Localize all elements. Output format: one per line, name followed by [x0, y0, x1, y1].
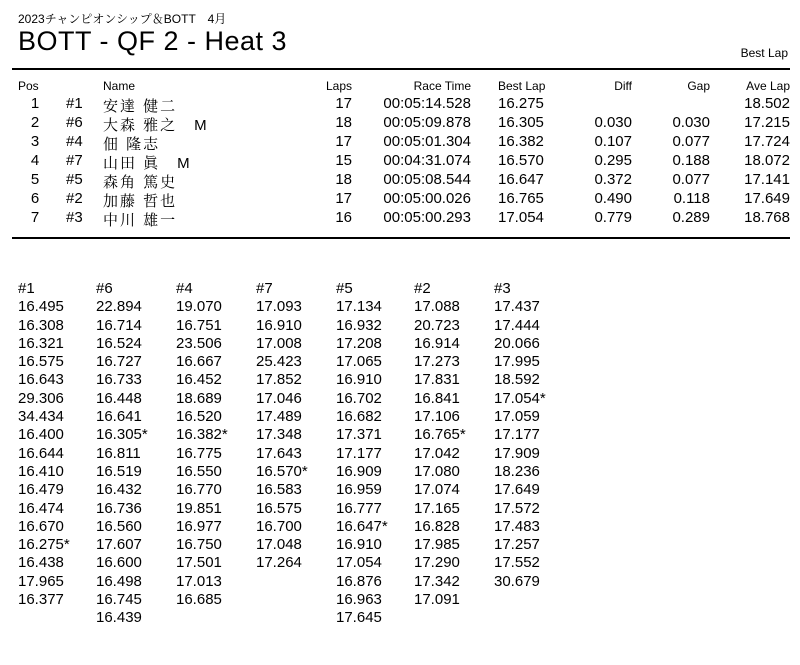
result-diff: 0.779 [594, 209, 632, 226]
lap-time: 18.236 [494, 462, 540, 480]
lap-time: 16.519 [96, 462, 142, 480]
result-gap: 0.030 [672, 114, 710, 131]
table-bottom-rule [12, 237, 790, 239]
lap-time: 17.208 [336, 334, 382, 352]
lap-time: 17.552 [494, 554, 540, 572]
lap-time: 16.382* [176, 426, 228, 444]
lap-time: 16.498 [96, 572, 142, 590]
lap-time: 16.644 [18, 444, 64, 462]
lap-column [18, 280, 70, 609]
lap-time: 16.438 [18, 554, 64, 572]
lap-time: 16.770 [176, 481, 222, 499]
lap-time: 17.046 [256, 389, 302, 407]
result-best-lap: 16.275 [498, 95, 544, 112]
result-row [0, 190, 800, 209]
lap-column [176, 280, 228, 609]
lap-time: 16.524 [96, 334, 142, 352]
result-car-number: #6 [66, 114, 83, 131]
lap-time: 16.479 [18, 481, 64, 499]
lap-time: 16.308 [18, 316, 64, 334]
lap-time: 16.600 [96, 554, 142, 572]
lap-time: 16.575 [18, 353, 64, 371]
result-laps: 15 [335, 152, 352, 169]
lap-time: 17.080 [414, 462, 460, 480]
lap-column [256, 280, 308, 573]
lap-time: 34.434 [18, 408, 64, 426]
result-car-number: #3 [66, 209, 83, 226]
lap-time: 17.177 [494, 426, 540, 444]
result-race-time: 00:05:08.544 [383, 171, 471, 188]
lap-time: 16.474 [18, 499, 64, 517]
lap-time: 16.828 [414, 517, 460, 535]
result-driver-name: 安達 健二 [103, 98, 178, 115]
lap-time: 17.909 [494, 444, 540, 462]
lap-time: 16.495 [18, 298, 64, 316]
lap-time: 17.054* [494, 389, 546, 407]
lap-time: 16.977 [176, 517, 222, 535]
result-car-number: #4 [66, 133, 83, 150]
lap-column-header: #6 [96, 280, 113, 297]
lap-time: 17.290 [414, 554, 460, 572]
result-best-lap: 16.305 [498, 114, 544, 131]
table-top-rule [12, 68, 790, 70]
lap-time: 17.342 [414, 572, 460, 590]
lap-time: 16.745 [96, 591, 142, 609]
result-driver-name: 加藤 哲也 [103, 193, 178, 210]
result-best-lap: 17.054 [498, 209, 544, 226]
lap-time: 17.645 [336, 609, 382, 627]
lap-time: 17.257 [494, 536, 540, 554]
lap-time: 16.685 [176, 591, 222, 609]
lap-time: 16.727 [96, 353, 142, 371]
lap-time: 16.736 [96, 499, 142, 517]
result-ave-lap: 17.724 [744, 133, 790, 150]
lap-column [336, 280, 388, 628]
lap-time: 17.054 [336, 554, 382, 572]
lap-time: 16.575 [256, 499, 302, 517]
result-pos: 6 [30, 190, 40, 207]
lap-time: 17.607 [96, 536, 142, 554]
result-driver-name: 大森 雅之 M [103, 117, 209, 134]
lap-time: 22.894 [96, 298, 142, 316]
lap-time: 17.348 [256, 426, 302, 444]
result-pos: 7 [30, 209, 40, 226]
result-diff: 0.372 [594, 171, 632, 188]
lap-time: 16.714 [96, 316, 142, 334]
lap-time: 17.088 [414, 298, 460, 316]
lap-time: 17.177 [336, 444, 382, 462]
lap-time: 17.437 [494, 298, 540, 316]
lap-time: 17.649 [494, 481, 540, 499]
lap-time: 17.371 [336, 426, 382, 444]
lap-time: 16.751 [176, 316, 222, 334]
result-laps: 17 [335, 190, 352, 207]
result-race-time: 00:05:01.304 [383, 133, 471, 150]
lap-time: 16.448 [96, 389, 142, 407]
lap-time: 17.489 [256, 408, 302, 426]
results-body [0, 95, 800, 228]
lap-time: 16.410 [18, 462, 64, 480]
lap-time: 17.008 [256, 334, 302, 352]
result-driver-name: 森角 篤史 [103, 174, 178, 191]
result-row [0, 95, 800, 114]
result-pos: 1 [30, 95, 40, 112]
results-table [0, 79, 800, 228]
header-best-lap: Best Lap [498, 79, 546, 93]
lap-time: 16.775 [176, 444, 222, 462]
lap-time: 16.777 [336, 499, 382, 517]
result-driver-name: 山田 眞 M [103, 155, 192, 172]
result-row [0, 152, 800, 171]
lap-time: 20.066 [494, 334, 540, 352]
result-diff: 0.107 [594, 133, 632, 150]
result-best-lap: 16.765 [498, 190, 544, 207]
lap-time: 16.765* [414, 426, 466, 444]
result-driver-name: 佃 隆志 [103, 136, 161, 153]
result-race-time: 00:05:00.026 [383, 190, 471, 207]
result-pos: 2 [30, 114, 40, 131]
lap-time: 17.074 [414, 481, 460, 499]
header-pos: Pos [18, 79, 39, 93]
lap-time: 17.106 [414, 408, 460, 426]
lap-time: 17.501 [176, 554, 222, 572]
result-row [0, 171, 800, 190]
lap-column [494, 280, 546, 591]
lap-time: 16.959 [336, 481, 382, 499]
lap-time: 16.647* [336, 517, 388, 535]
lap-time: 17.831 [414, 371, 460, 389]
lap-time: 17.134 [336, 298, 382, 316]
lap-time: 17.273 [414, 353, 460, 371]
lap-time: 16.643 [18, 371, 64, 389]
lap-time: 17.264 [256, 554, 302, 572]
result-gap: 0.118 [673, 190, 710, 207]
lap-time: 19.070 [176, 298, 222, 316]
lap-time: 18.689 [176, 389, 222, 407]
result-ave-lap: 17.141 [744, 171, 790, 188]
lap-column [414, 280, 466, 609]
lap-time: 16.910 [336, 371, 382, 389]
result-ave-lap: 17.215 [744, 114, 790, 131]
lap-time: 16.910 [256, 316, 302, 334]
lap-time: 17.985 [414, 536, 460, 554]
lap-time: 17.065 [336, 353, 382, 371]
lap-time: 17.165 [414, 499, 460, 517]
lap-time: 16.963 [336, 591, 382, 609]
best-lap-caption: Best Lap [740, 46, 788, 60]
result-driver-name: 中川 雄一 [103, 212, 178, 229]
lap-time: 17.852 [256, 371, 302, 389]
header-laps: Laps [325, 79, 352, 93]
result-best-lap: 16.382 [498, 133, 544, 150]
lap-time: 20.723 [414, 316, 460, 334]
result-pos: 5 [30, 171, 40, 188]
result-best-lap: 16.647 [498, 171, 544, 188]
lap-time: 16.876 [336, 572, 382, 590]
lap-column-header: #3 [494, 280, 511, 297]
lap-time: 16.682 [336, 408, 382, 426]
lap-time: 17.643 [256, 444, 302, 462]
result-laps: 18 [335, 171, 352, 188]
lap-time: 16.550 [176, 462, 222, 480]
result-ave-lap: 18.768 [744, 209, 790, 226]
lap-time: 30.679 [494, 572, 540, 590]
result-car-number: #5 [66, 171, 83, 188]
lap-time: 16.641 [96, 408, 142, 426]
result-pos: 3 [30, 133, 40, 150]
header-race-time: Race Time [413, 79, 471, 93]
header-diff: Diff [614, 79, 632, 93]
lap-time: 23.506 [176, 334, 222, 352]
lap-time: 16.914 [414, 334, 460, 352]
result-gap: 0.289 [672, 209, 710, 226]
lap-time: 17.483 [494, 517, 540, 535]
results-header-row [0, 79, 800, 95]
lap-time: 17.572 [494, 499, 540, 517]
lap-time: 17.093 [256, 298, 302, 316]
lap-time: 17.048 [256, 536, 302, 554]
result-ave-lap: 18.502 [744, 95, 790, 112]
result-car-number: #7 [66, 152, 83, 169]
lap-column-header: #5 [336, 280, 353, 297]
result-laps: 17 [335, 95, 352, 112]
lap-time: 16.670 [18, 517, 64, 535]
result-race-time: 00:05:00.293 [383, 209, 471, 226]
header-name: Name [103, 79, 136, 93]
result-race-time: 00:04:31.074 [383, 152, 471, 169]
lap-column [96, 280, 148, 628]
lap-column-header: #4 [176, 280, 193, 297]
report-subtitle: 2023チャンピオンシップ＆BOTT 4月 [18, 12, 227, 26]
result-laps: 16 [335, 209, 352, 226]
lap-time: 17.042 [414, 444, 460, 462]
lap-time: 17.091 [414, 591, 460, 609]
result-race-time: 00:05:14.528 [383, 95, 471, 112]
lap-time: 16.700 [256, 517, 302, 535]
lap-time: 17.059 [494, 408, 540, 426]
lap-time: 16.909 [336, 462, 382, 480]
result-laps: 17 [335, 133, 352, 150]
page-title: BOTT - QF 2 - Heat 3 [18, 26, 288, 56]
lap-column-header: #1 [18, 280, 35, 297]
header-gap: Gap [687, 79, 710, 93]
result-race-time: 00:05:09.878 [383, 114, 471, 131]
result-gap: 0.188 [672, 152, 710, 169]
lap-time: 16.432 [96, 481, 142, 499]
lap-time: 16.377 [18, 591, 64, 609]
result-diff: 0.295 [594, 152, 632, 169]
lap-time: 29.306 [18, 389, 64, 407]
result-ave-lap: 17.649 [744, 190, 790, 207]
lap-time: 16.702 [336, 389, 382, 407]
lap-time: 17.013 [176, 572, 222, 590]
lap-time: 17.995 [494, 353, 540, 371]
header-ave-lap: Ave Lap [746, 79, 790, 93]
result-row [0, 133, 800, 152]
lap-time: 25.423 [256, 353, 302, 371]
lap-time: 18.592 [494, 371, 540, 389]
lap-time: 16.667 [176, 353, 222, 371]
result-diff: 0.490 [594, 190, 632, 207]
result-pos: 4 [30, 152, 40, 169]
lap-column-header: #7 [256, 280, 273, 297]
lap-time: 16.750 [176, 536, 222, 554]
lap-time: 16.910 [336, 536, 382, 554]
lap-time: 16.305* [96, 426, 148, 444]
lap-time: 16.570* [256, 462, 308, 480]
result-car-number: #1 [66, 95, 83, 112]
result-diff: 0.030 [594, 114, 632, 131]
lap-time: 16.452 [176, 371, 222, 389]
result-row [0, 114, 800, 133]
result-ave-lap: 18.072 [744, 152, 790, 169]
result-car-number: #2 [66, 190, 83, 207]
result-row [0, 209, 800, 228]
lap-time: 16.439 [96, 609, 142, 627]
lap-time: 16.733 [96, 371, 142, 389]
lap-time: 16.275* [18, 536, 70, 554]
lap-column-header: #2 [414, 280, 431, 297]
lap-time: 16.400 [18, 426, 64, 444]
lap-time: 16.811 [96, 444, 141, 462]
result-gap: 0.077 [672, 133, 710, 150]
result-laps: 18 [335, 114, 352, 131]
lap-time: 16.932 [336, 316, 382, 334]
lap-time: 16.520 [176, 408, 222, 426]
lap-time: 17.444 [494, 316, 540, 334]
lap-time: 16.321 [18, 334, 64, 352]
lap-time: 16.560 [96, 517, 142, 535]
result-best-lap: 16.570 [498, 152, 544, 169]
lap-time: 16.841 [414, 389, 460, 407]
lap-time: 17.965 [18, 572, 64, 590]
lap-time: 16.583 [256, 481, 302, 499]
result-gap: 0.077 [672, 171, 710, 188]
lap-time: 19.851 [176, 499, 222, 517]
